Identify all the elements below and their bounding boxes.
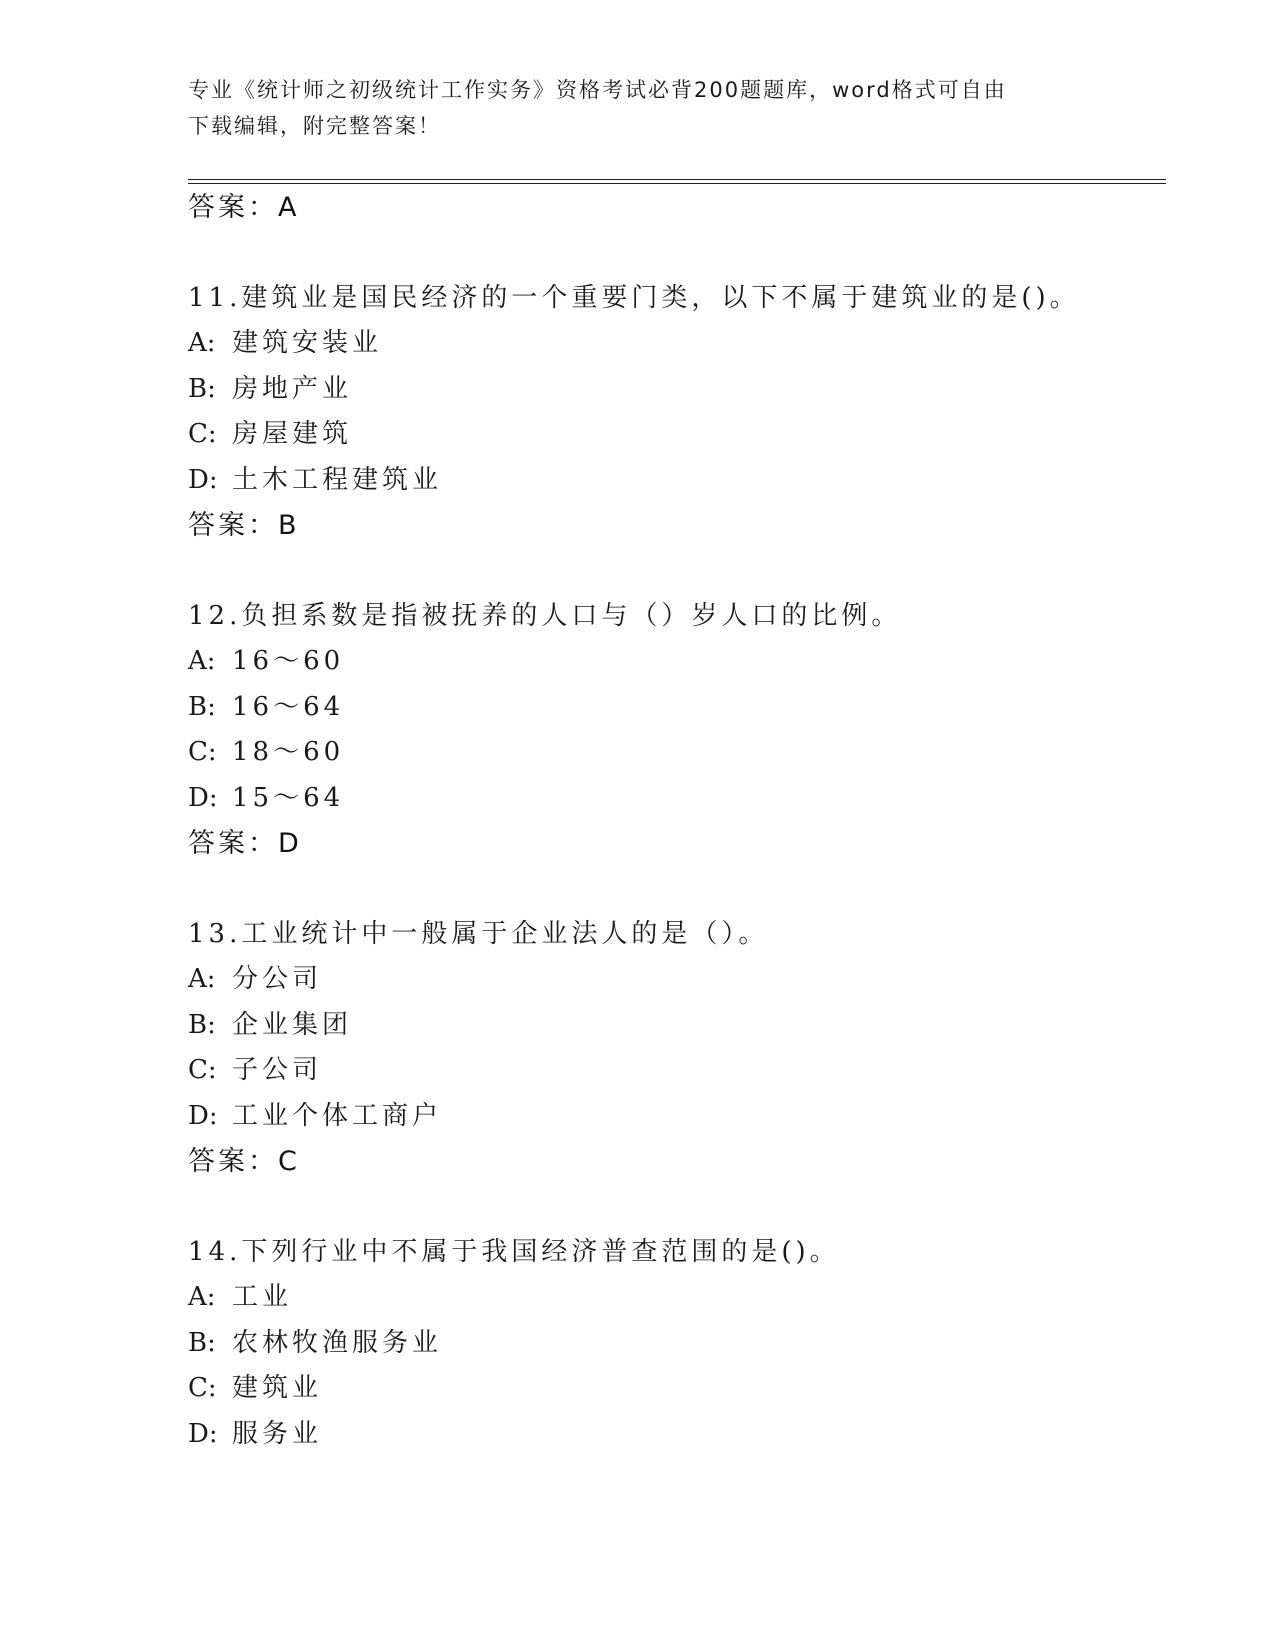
option-letter: D: <box>188 782 218 813</box>
option-letter: B: <box>188 1327 216 1358</box>
option-d <box>188 458 1168 504</box>
option-b <box>188 1321 1168 1367</box>
option-text: 企业集团 <box>232 1009 353 1040</box>
option-text: 16～64 <box>232 691 345 722</box>
question-text: 11.建筑业是国民经济的一个重要门类，以下不属于建筑业的是()。 <box>188 283 1080 313</box>
option-text: 农林牧渔服务业 <box>232 1327 443 1358</box>
option-text: 工业 <box>232 1282 293 1312</box>
option-d <box>188 1094 1168 1140</box>
previous-answer: 答案：A <box>188 192 300 223</box>
option-letter: A: <box>188 964 216 994</box>
option-letter: B: <box>188 691 216 722</box>
question-block <box>188 911 1168 1185</box>
option-letter: D: <box>188 1418 218 1449</box>
option-a <box>188 1275 1168 1321</box>
option-a <box>188 957 1168 1003</box>
option-letter: D: <box>188 1100 218 1131</box>
option-letter: A: <box>188 646 216 676</box>
answer-line: 答案：C <box>188 1146 300 1177</box>
option-a <box>188 321 1168 367</box>
header-line-1: 专业《统计师之初级统计工作实务》资格考试必背200题题库，word格式可自由 <box>188 78 1007 102</box>
option-letter: C: <box>188 737 217 767</box>
option-text: 建筑业 <box>232 1373 323 1403</box>
option-letter: B: <box>188 373 216 404</box>
option-letter: C: <box>188 419 217 449</box>
option-a <box>188 639 1168 685</box>
question-text: 13.工业统计中一般属于企业法人的是（）。 <box>188 919 769 949</box>
header-line-2: 下载编辑，附完整答案！ <box>188 114 441 138</box>
option-text: 土木工程建筑业 <box>232 464 443 495</box>
question-list <box>188 185 1168 1457</box>
option-text: 服务业 <box>232 1418 323 1449</box>
question-text: 12.负担系数是指被抚养的人口与（）岁人口的比例。 <box>188 601 902 631</box>
option-c <box>188 1048 1168 1094</box>
option-letter: B: <box>188 1009 216 1040</box>
option-letter: C: <box>188 1055 217 1085</box>
option-letter: A: <box>188 1282 216 1312</box>
option-letter: D: <box>188 464 218 495</box>
option-d <box>188 776 1168 822</box>
option-text: 18～60 <box>232 737 345 767</box>
option-letter: A: <box>188 328 216 358</box>
question-block <box>188 1229 1168 1457</box>
option-letter: C: <box>188 1373 217 1403</box>
option-text: 工业个体工商户 <box>232 1100 443 1131</box>
option-c <box>188 730 1168 776</box>
option-text: 房屋建筑 <box>232 419 353 449</box>
question-block <box>188 275 1168 549</box>
option-b <box>188 367 1168 413</box>
question-text: 14.下列行业中不属于我国经济普查范围的是()。 <box>188 1237 840 1267</box>
header-divider <box>188 179 1166 184</box>
option-text: 16～60 <box>232 646 345 676</box>
option-text: 15～64 <box>232 782 345 813</box>
option-b <box>188 1003 1168 1049</box>
document-header <box>188 72 1088 144</box>
option-text: 房地产业 <box>232 373 353 404</box>
option-c <box>188 1366 1168 1412</box>
option-text: 子公司 <box>232 1055 323 1085</box>
option-c <box>188 412 1168 458</box>
option-text: 分公司 <box>232 964 323 994</box>
answer-line: 答案：B <box>188 510 300 541</box>
option-text: 建筑安装业 <box>232 328 383 358</box>
question-block <box>188 593 1168 867</box>
answer-line: 答案：D <box>188 828 302 859</box>
option-d <box>188 1412 1168 1458</box>
option-b <box>188 685 1168 731</box>
